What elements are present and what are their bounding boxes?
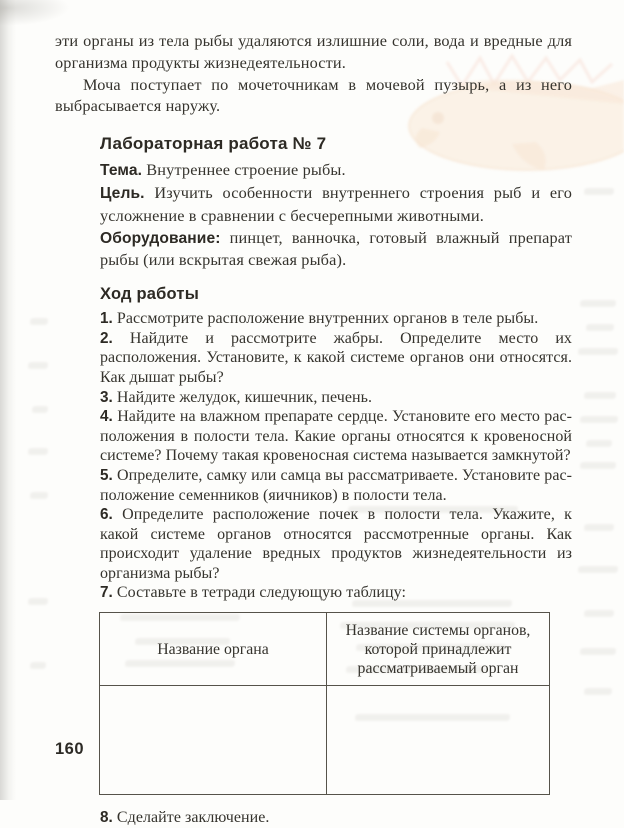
lab-field-tema <box>100 159 572 182</box>
procedure-step-4 <box>100 407 572 466</box>
procedure-step-6 <box>100 505 572 583</box>
lab-field-oborudovanie-label: Оборудование: <box>100 229 221 247</box>
lab-work-title: Лабораторная работа № 7 <box>100 134 327 154</box>
bleedthrough-mark <box>584 610 615 617</box>
bleedthrough-mark <box>28 598 49 605</box>
bleedthrough-mark <box>30 662 47 669</box>
lab-field-cel <box>100 182 572 227</box>
scan-edge-shadow <box>0 0 16 800</box>
step-number: 5. <box>100 466 113 484</box>
step-text: Найдите желудок, кишечник, печень. <box>116 388 373 406</box>
bleedthrough-mark <box>580 300 617 307</box>
procedure-step-1 <box>100 309 572 329</box>
scan-corner-smudge <box>0 0 70 26</box>
lab-field-oborudovanie <box>100 227 572 272</box>
procedure-step-7 <box>100 583 572 603</box>
step-number: 3. <box>100 388 113 406</box>
step-number: 1. <box>100 310 113 328</box>
step-number: 6. <box>100 506 113 524</box>
bleedthrough-mark <box>578 566 619 573</box>
bleedthrough-mark <box>584 188 615 195</box>
procedure-step-8 <box>100 808 572 828</box>
step-text: Найдите и рассмотрите жабры. Определите место их расположения. Установите, к какой системе органов они относятся. Как дышат рыбы? <box>100 329 572 386</box>
lab-field-cel-text: Изучить особенности внутреннего строения рыб и его усложнение в сравнении с бесчерепными животными. <box>100 182 572 225</box>
step-text: Определите расположение почек в полости тела. Укажите, к какой системе органов относятся рассмотренные органы. Как происходит удаление вредных продуктов жизнедеятельности из организма рыбы? <box>100 506 572 582</box>
step-text: Найдите на влажном препарате сердце. Установите его место расположения в полости тела. Какие органы относятся к кровеносной системе? Почему такая кровеносная система называется замкнутой? <box>100 408 572 465</box>
organs-table-header-system: Название системы органов, которой принадлежит рассматриваемый орган <box>327 613 550 686</box>
organs-table-header-row <box>100 613 550 686</box>
lab-field-cel-label: Цель. <box>100 184 145 202</box>
bleedthrough-mark <box>28 362 49 369</box>
bleedthrough-mark <box>30 318 49 325</box>
lab-field-tema-label: Тема. <box>100 162 143 180</box>
organs-table <box>99 612 550 795</box>
bleedthrough-mark <box>586 440 613 447</box>
organs-table-header-organ: Название органа <box>100 613 327 686</box>
intro-paragraph-2: Моча поступает по мочеточникам в мочевой пузырь, а из него выбрасывается наружу. <box>55 74 572 116</box>
organs-table-cell-system <box>327 686 550 795</box>
organs-table-empty-row <box>100 686 550 795</box>
page-content <box>55 30 572 828</box>
bleedthrough-mark <box>30 492 49 499</box>
procedure-step-5 <box>100 466 572 505</box>
page-number: 160 <box>55 740 85 758</box>
step-text: Сделайте заключение. <box>116 809 270 827</box>
procedure-title: Ход работы <box>100 285 199 304</box>
step-number: 8. <box>100 809 113 827</box>
bleedthrough-mark <box>580 416 619 423</box>
procedure-step-3 <box>100 388 572 408</box>
bleedthrough-mark <box>32 406 49 413</box>
bleedthrough-mark <box>580 462 617 469</box>
bleedthrough-mark <box>584 392 617 399</box>
bleedthrough-mark <box>580 648 617 655</box>
step-number: 2. <box>100 329 113 347</box>
step-number: 7. <box>100 584 113 602</box>
step-number: 4. <box>100 408 113 426</box>
lab-field-tema-text: Внутреннее строение рыбы. <box>146 160 346 180</box>
lab-field-oborudovanie-text: пинцет, ванночка, готовый влажный препарат рыбы (или вскрытая свежая рыба). <box>100 227 572 270</box>
bleedthrough-mark <box>586 324 615 331</box>
bleedthrough-mark <box>28 448 49 455</box>
bleedthrough-mark <box>584 688 613 695</box>
bleedthrough-mark <box>584 524 615 531</box>
step-text: Рассмотрите расположение внутренних органов в теле рыбы. <box>116 310 539 328</box>
step-text: Определите, самку или самца вы рассматриваете. Установите расположение семенников (яичников) в полости тела. <box>100 466 572 504</box>
procedure-step-2 <box>100 329 572 388</box>
organs-table-cell-organ <box>100 686 327 795</box>
intro-paragraph-1: эти органы из тела рыбы удаляются излишние соли, вода и вредные для организма продукты жизнедеятельности. <box>55 31 572 72</box>
step-text: Составьте в тетради следующую таблицу: <box>116 584 406 602</box>
bleedthrough-mark <box>578 348 619 355</box>
